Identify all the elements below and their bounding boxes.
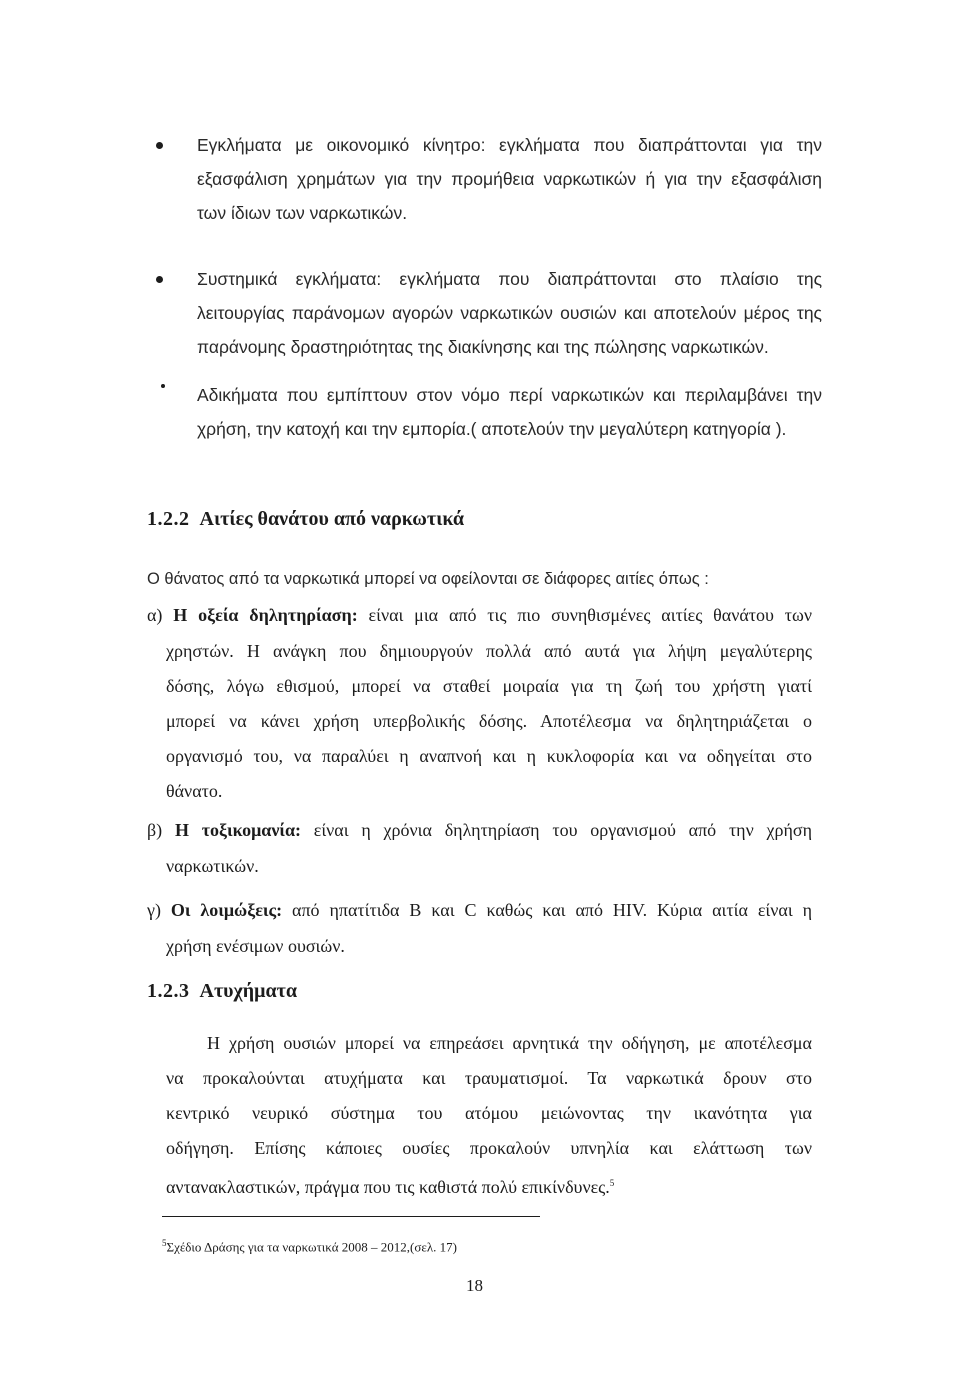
- section-title: Αιτίες θανάτου από ναρκωτικά: [199, 508, 465, 530]
- cause-c-first-line: [147, 893, 812, 928]
- bullet-line: Συστημικά εγκλήματα: εγκλήματα που διαπράττονται στο πλαίσιο της: [197, 269, 822, 289]
- footnote-mark: 5: [162, 1238, 167, 1248]
- cause-c-text: από ηπατίτιδα Β και C καθώς και από HIV. Κύρια αιτία είναι η: [282, 900, 813, 920]
- list-marker: α): [147, 605, 174, 625]
- accidents-line: να προκαλούνται ατυχήματα και τραυματισμοί. Τα ναρκωτικά δρουν στο: [166, 1068, 812, 1088]
- cause-b-text: είναι η χρόνια δηλητηρίαση του οργανισμού από την χρήση: [301, 820, 812, 840]
- accidents-line-text: αντανακλαστικών, πράγμα που τις καθιστά πολύ επικίνδυνες.: [166, 1177, 610, 1197]
- bullet-dot-icon: [156, 276, 163, 283]
- cause-a-text: είναι μια από τις πιο συνηθισμένες αιτίες θανάτου των: [357, 605, 812, 625]
- bullet-dot-icon: [156, 142, 163, 149]
- cause-c-continuation: [166, 929, 812, 964]
- bullet-line: εξασφάλιση χρημάτων για την προμήθεια ναρκωτικών ή για την εξασφάλιση: [197, 169, 822, 189]
- bullet-line: λειτουργίας παράνομων αγορών ναρκωτικών ουσιών και αποτελούν μέρος της: [197, 303, 822, 323]
- cause-c-line: χρήση ενέσιμων ουσιών.: [166, 936, 345, 956]
- bullet-line: χρήση, την κατοχή και την εμπορία.( αποτελούν την μεγαλύτερη κατηγορία ).: [197, 419, 787, 439]
- cause-a-first-line: [147, 598, 812, 633]
- section-heading-1-2-2: [147, 508, 464, 531]
- page-number: 18: [466, 1276, 483, 1295]
- accidents-line: οδήγηση. Επίσης κάποιες ουσίες προκαλούν υπνηλία και ελάττωση των: [166, 1138, 812, 1158]
- section-title: Ατυχήματα: [199, 980, 298, 1002]
- bullet-dot-icon: [161, 384, 165, 388]
- cause-a-line: οργανισμό του, να παραλύει η αναπνοή και η κυκλοφορία και να οδηγείται στο: [166, 746, 812, 766]
- cause-a-continuation: [166, 634, 812, 809]
- intro-paragraph: [147, 562, 827, 597]
- cause-a-term: Η οξεία δηλητηρίαση:: [173, 605, 358, 625]
- footnote: [162, 1238, 457, 1255]
- bullet-line: Αδικήματα που εμπίπτουν στον νόμο περί ναρκωτικών και περιλαμβάνει την: [197, 385, 822, 405]
- bullet-item-systemic-crimes: [197, 262, 822, 364]
- bullet-item-economic-crimes: [197, 128, 822, 230]
- cause-b-line: ναρκωτικών.: [166, 856, 259, 876]
- footnote-text: Σχέδιο Δράσης για τα ναρκωτικά 2008 – 2012,(σελ. 17): [166, 1239, 457, 1255]
- accidents-line: [166, 1026, 812, 1061]
- cause-a-line: χρηστών. Η ανάγκη που δημιουργούν πολλά από αυτά για λήψη μεγαλύτερης: [166, 641, 812, 661]
- list-marker: γ): [147, 900, 171, 920]
- cause-b-continuation: [166, 849, 812, 884]
- cause-c-term: Οι λοιμώξεις:: [170, 900, 283, 920]
- accidents-paragraph: [166, 1026, 812, 1201]
- section-number: 1.2.3: [147, 980, 190, 1002]
- bullet-line: Εγκλήματα με οικονομικό κίνητρο: εγκλήματα που διαπράττονται για την: [197, 135, 822, 155]
- cause-a-paragraph: [147, 598, 812, 633]
- accidents-line-text: Η χρήση ουσιών μπορεί να επηρεάσει αρνητικά την οδήγηση, με αποτέλεσμα: [207, 1033, 812, 1053]
- section-number: 1.2.2: [147, 508, 190, 530]
- footnote-divider: [162, 1216, 540, 1217]
- footnote-reference[interactable]: 5: [609, 1178, 615, 1188]
- bullet-item-drug-law-offences: [197, 378, 822, 446]
- cause-b-term: Η τοξικομανία:: [174, 820, 301, 840]
- intro-line: Ο θάνατος από τα ναρκωτικά μπορεί να οφείλονται σε διάφορες αιτίες όπως :: [147, 570, 709, 588]
- cause-a-line: μπορεί να κάνει χρήση υπερβολικής δόσης. Αποτέλεσμα να δηλητηριάζεται ο: [166, 711, 812, 731]
- accidents-line: κεντρικό νευρικό σύστημα του ατόμου μειώνοντας την ικανότητα για: [166, 1103, 812, 1123]
- accidents-line: [166, 1166, 812, 1201]
- section-heading-1-2-3: [147, 980, 297, 1003]
- cause-a-line: θάνατο.: [166, 781, 223, 801]
- list-marker: β): [147, 820, 175, 840]
- cause-a-line: δόσης, λόγω εθισμού, μπορεί να σταθεί μοιραία για τη ζωή του χρήστη γιατί: [166, 676, 812, 696]
- cause-b-paragraph: [147, 813, 812, 848]
- cause-b-first-line: [147, 813, 812, 848]
- bullet-line: των ίδιων των ναρκωτικών.: [197, 203, 408, 223]
- bullet-line: παράνομης δραστηριότητας της διακίνησης και της πώλησης ναρκωτικών.: [197, 337, 769, 357]
- cause-c-paragraph: [147, 893, 812, 928]
